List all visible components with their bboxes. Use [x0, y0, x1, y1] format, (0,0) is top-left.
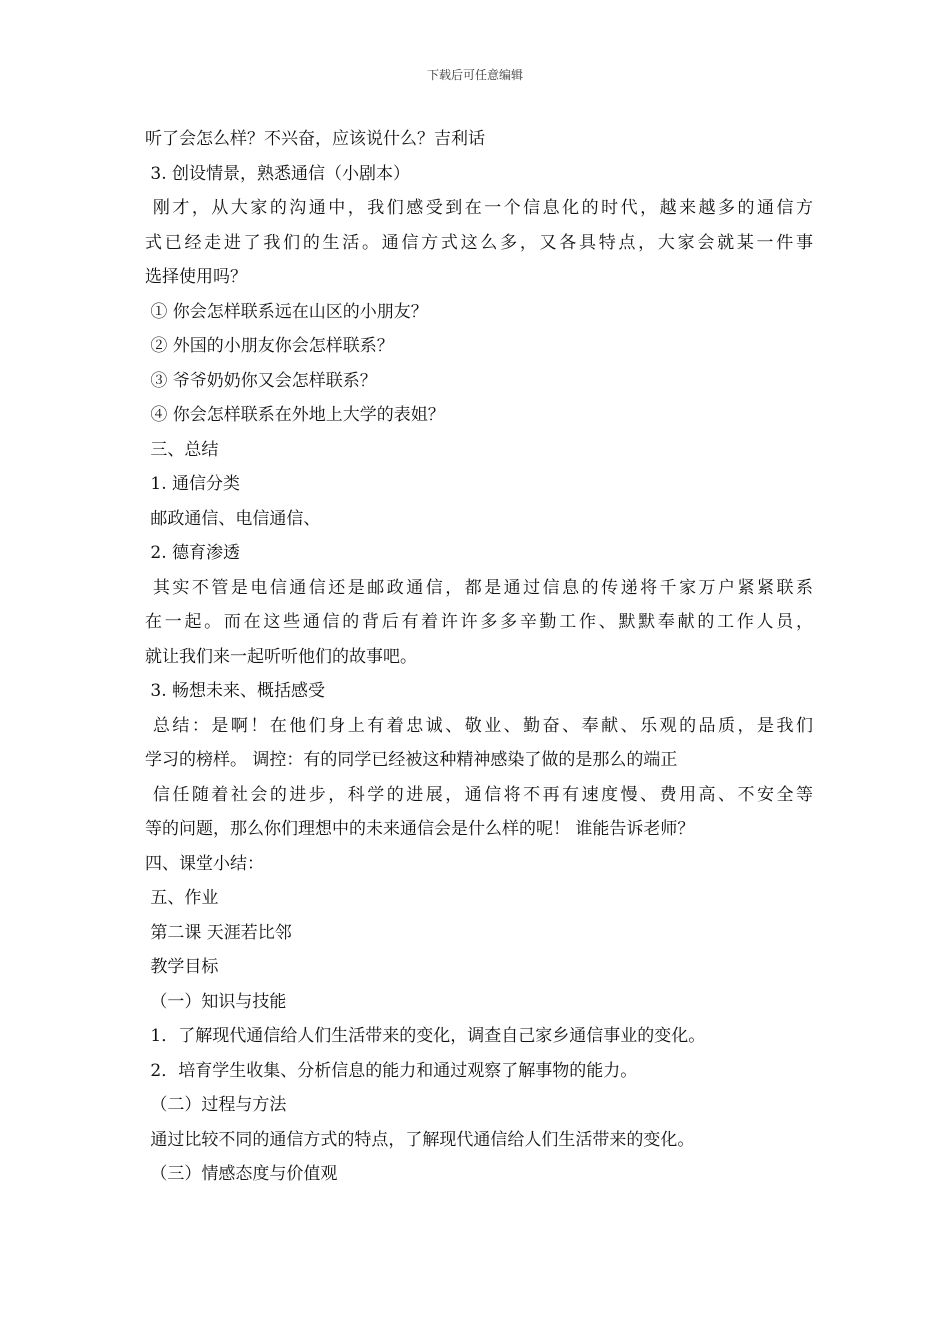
text-line: 1. 通信分类: [145, 474, 241, 494]
text-line: 通过比较不同的通信方式的特点，了解现代通信给人们生活带来的变化。: [145, 1129, 695, 1150]
text-line: 2. 德育渗透: [145, 543, 241, 563]
text-line: 教学目标: [145, 957, 219, 977]
document-body: [145, 122, 813, 1192]
text-line: ② 外国的小朋友你会怎样联系？: [145, 336, 394, 356]
subheading: （一）知识与技能: [145, 991, 287, 1012]
subheading: （二）过程与方法: [145, 1095, 287, 1115]
text-line: 总结：是啊！在他们身上有着忠诚、敬业、勤奋、奉献、乐观的品质，是我们: [145, 715, 813, 736]
text-line: ① 你会怎样联系远在山区的小朋友？: [145, 301, 428, 322]
lesson-title: 第二课 天涯若比邻: [145, 922, 292, 943]
text-line: 其实不管是电信通信还是邮政通信，都是通过信息的传递将千家万户紧紧联系: [145, 577, 813, 598]
text-line: 刚才，从大家的沟通中，我们感受到在一个信息化的时代，越来越多的通信方: [145, 198, 813, 218]
section-heading: 三、总结: [145, 439, 219, 460]
text-line: 3. 创设情景，熟悉通信（小剧本）: [145, 163, 411, 184]
text-line: 听了会怎么样？不兴奋，应该说什么？吉利话: [145, 129, 485, 149]
text-line: ③ 爷爷奶奶你又会怎样联系？: [145, 370, 377, 391]
text-line: 2．培育学生收集、分析信息的能力和通过观察了解事物的能力。: [145, 1060, 638, 1081]
text-line: 等的问题，那么你们理想中的未来通信会是什么样的呢！ 谁能告诉老师？: [145, 819, 695, 839]
subheading: （三）情感态度与价值观: [145, 1164, 338, 1184]
text-line: 信任随着社会的进步，科学的进展，通信将不再有速度慢、费用高、不安全等: [145, 784, 813, 805]
section-heading: 五、作业: [145, 888, 219, 908]
text-line: ④ 你会怎样联系在外地上大学的表姐？: [145, 405, 445, 425]
text-line: 就让我们来一起听听他们的故事吧。: [145, 646, 417, 667]
text-line: 学习的榜样。 调控：有的同学已经被这种精神感染了做的是那么的端正: [145, 750, 678, 770]
text-line: 选择使用吗？: [145, 267, 247, 287]
page-header: 下载后可任意编辑: [426, 68, 523, 82]
text-line: 1．了解现代通信给人们生活带来的变化，调查自己家乡通信事业的变化。: [145, 1026, 706, 1046]
section-heading: 四、课堂小结：: [145, 853, 264, 874]
text-line: 3. 畅想未来、概括感受: [145, 681, 326, 701]
text-line: 邮政通信、电信通信、: [145, 508, 321, 529]
text-line: 式已经走进了我们的生活。通信方式这么多，又各具特点，大家会就某一件事: [145, 232, 813, 253]
text-line: 在一起。而在这些通信的背后有着许许多多辛勤工作、默默奉献的工作人员，: [145, 612, 813, 632]
